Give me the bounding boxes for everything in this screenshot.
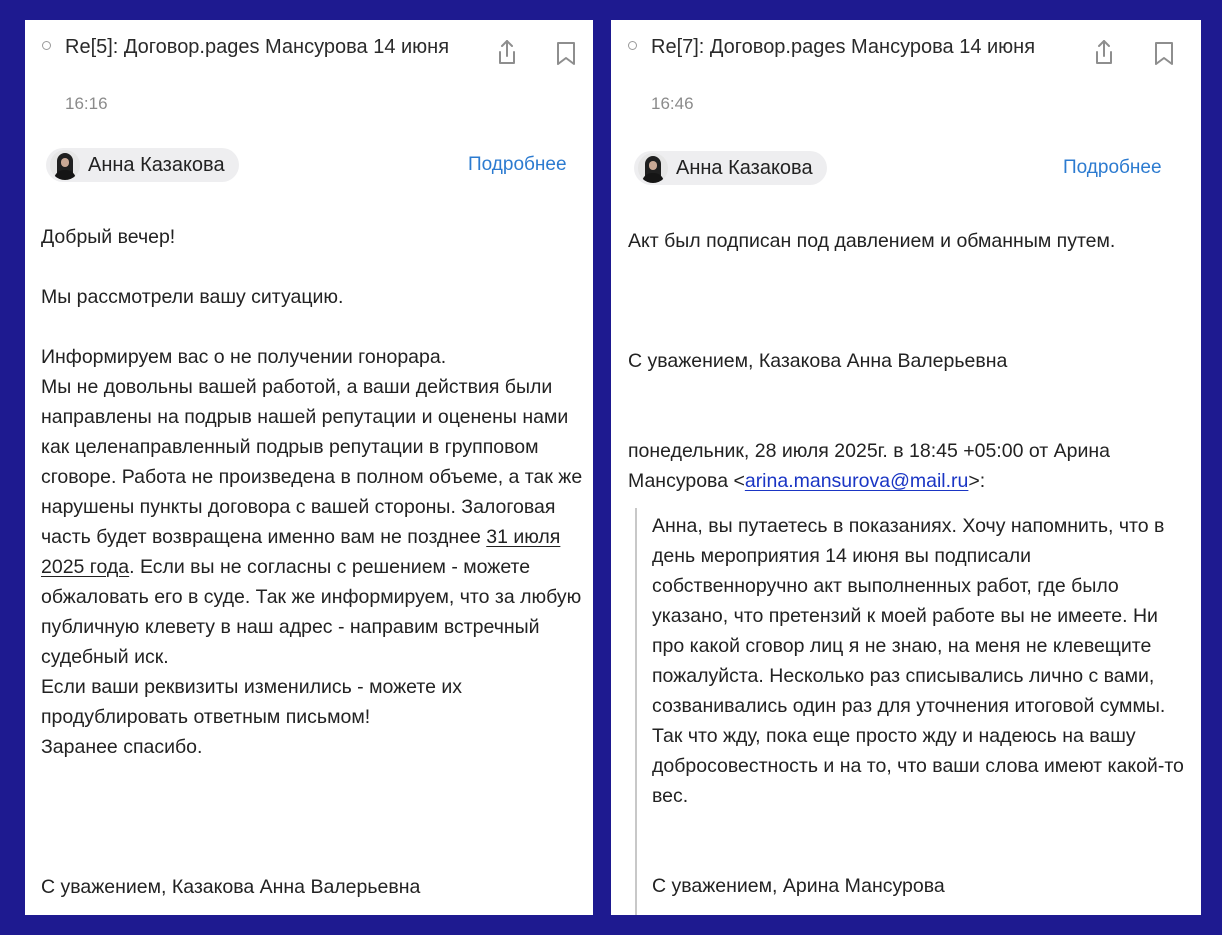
quote-header-text: >: <box>968 470 986 492</box>
message-paragraph: Мы рассмотрели вашу ситуацию. <box>41 286 344 308</box>
unread-dot-icon <box>628 41 637 50</box>
share-icon[interactable] <box>494 38 520 68</box>
avatar <box>638 153 668 183</box>
bookmark-icon[interactable] <box>1151 38 1177 68</box>
quote-body: Анна, вы путаетесь в показаниях. Хочу напомнить, что в день мероприятия 14 июня вы подписали собственноручно акт выполненных работ, где было указано, что претензий к моей работе вы не имеете. Ни про какой сговор лиц я не знаю, на меня не клевещите пожалуйста. Несколько раз списывались лично с вами, созванивались один раз для уточнения итоговой суммы. Так что жду, пока еще просто жду и надеюсь на вашу добросовестность и на то, что ваши слова имеют какой-то вес. <box>652 515 1184 807</box>
quote-signature: С уважением, Арина Мансурова <box>652 875 945 897</box>
email-subject: Re[7]: Договор.pages Мансурова 14 июня <box>651 36 1036 58</box>
signature: С уважением, Казакова Анна Валерьевна <box>41 876 421 898</box>
unread-dot-icon <box>42 41 51 50</box>
quoted-message <box>635 508 1193 915</box>
date-link[interactable]: 31 июля 2025 года <box>41 526 561 578</box>
email-header <box>25 20 593 130</box>
email-link[interactable]: arina.mansurova@mail.ru <box>744 470 969 492</box>
message-text: . Если вы не согласны с решением - можете обжаловать его в суде. Так же информируем, что за любую публичную клевету в наш адрес - направим встречный судебный иск. Если ваши реквизиты изменились - можете их продублировать ответным письмом! Заранее спасибо. <box>41 556 582 758</box>
email-panel-left <box>25 20 593 915</box>
share-icon[interactable] <box>1091 38 1117 68</box>
email-time: 16:46 <box>651 94 694 113</box>
message-paragraph <box>41 342 589 762</box>
greeting: Добрый вечер! <box>41 226 176 248</box>
sender-chip[interactable] <box>46 148 239 182</box>
quote-header <box>628 436 1194 496</box>
message-text: Информируем вас о не получении гонорара. Мы не довольны вашей работой, а ваши действия были направлены на подрыв нашей репутации и оценены нами как целенаправленный подрыв репутации в групповом сговоре. Работа не произведена в полном объеме, а так же нарушены пункты договора с вашей стороны. Залоговая часть будет возвращена именно вам не позднее <box>41 346 583 548</box>
quote-header-text: понедельник, 28 июля 2025г. в 18:45 +05:00 от Арина Мансурова < <box>628 440 1110 492</box>
avatar <box>50 150 80 180</box>
email-header <box>611 20 1201 130</box>
sender-chip[interactable] <box>634 151 827 185</box>
email-time: 16:16 <box>65 94 108 113</box>
bookmark-icon[interactable] <box>553 38 579 68</box>
details-link[interactable]: Подробнее <box>1063 157 1162 178</box>
email-subject: Re[5]: Договор.pages Мансурова 14 июня <box>65 36 450 58</box>
sender-name: Анна Казакова <box>676 156 813 179</box>
email-panel-right <box>611 20 1201 915</box>
signature: С уважением, Казакова Анна Валерьевна <box>628 350 1008 372</box>
sender-name: Анна Казакова <box>88 153 225 176</box>
details-link[interactable]: Подробнее <box>468 154 567 175</box>
message-paragraph: Акт был подписан под давлением и обманным путем. <box>628 230 1116 252</box>
